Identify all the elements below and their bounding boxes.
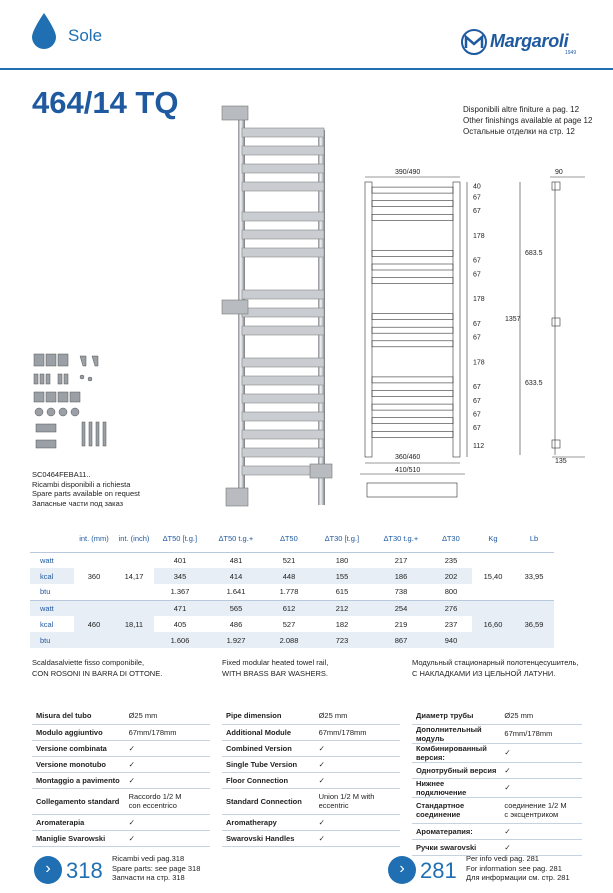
info-note: Per info vedi pag. 281 For information see pag. 281 Для информации см. стр. 281 — [466, 854, 570, 882]
spacing-label: 178 — [473, 232, 485, 240]
feature-value: ✓ — [315, 814, 400, 830]
col-int-mm: int. (mm) — [79, 534, 109, 544]
drawing-bar — [372, 404, 453, 410]
feature-value: 67mm/178mm — [315, 724, 400, 740]
rail-bar — [242, 448, 324, 457]
feature-label: Collegamento standard — [32, 788, 125, 814]
feature-value: ✓ — [500, 743, 582, 762]
feature-row — [32, 740, 210, 756]
dim-depth: 90 — [555, 169, 563, 176]
features-table-it — [32, 708, 210, 847]
feature-label: Pipe dimension — [222, 708, 315, 724]
feature-row — [412, 778, 582, 797]
feature-label: Montaggio a pavimento — [32, 772, 125, 788]
feature-label: Additional Module — [222, 724, 315, 740]
spacing-label: 67 — [473, 271, 481, 279]
category-title: Sole — [68, 26, 103, 45]
brand-year: 1949 — [565, 50, 577, 56]
feature-value: ✓ — [125, 830, 210, 846]
feature-row — [32, 830, 210, 846]
feature-row — [412, 823, 582, 839]
feature-value: ✓ — [125, 814, 210, 830]
dim-width-outer: 410/510 — [395, 467, 421, 474]
feature-row — [32, 708, 210, 724]
feature-value: Ø25 mm — [125, 708, 210, 724]
spacing-label: 67 — [473, 411, 481, 419]
feature-value: ✓ — [125, 756, 210, 772]
feature-row — [222, 814, 400, 830]
dim-height-lower: 633.5 — [525, 380, 543, 387]
accessories-note: SC0464FEBA11.. Ricambi disponibili a richiesta Spare parts available on request Запасные части под заказ — [32, 470, 140, 508]
drawing-bar — [372, 341, 453, 347]
dim-width-top: 390/490 — [395, 169, 421, 176]
description-en: Fixed modular heated towel rail, WITH BRASS BAR WASHERS. — [222, 658, 329, 678]
col-dt50: ∆T50 — [280, 534, 298, 544]
finishes-note: Disponibili altre finiture a pag. 12 Other finishings available at page 12 Остальные отделки на стр. 12 — [463, 105, 593, 136]
spacing-label: 67 — [473, 425, 481, 432]
rail-bar — [242, 128, 324, 137]
feature-value: Ø25 mm — [315, 708, 400, 724]
col-kg: Kg — [488, 534, 498, 544]
feature-value: 67mm/178mm — [125, 724, 210, 740]
feature-value: ✓ — [315, 772, 400, 788]
feature-row — [222, 724, 400, 740]
heat-output-table: int. (mm) int. (inch) ∆T50 [t.g.] ∆T50 t.g.+ ∆T50 ∆T30 [t.g.] ∆T30 t.g.+ ∆T30 Kg Lb watt 360 14,17 401 481 521 180 217 235 15,40 33,95 kcal 345 414 448 155 186 202 btu 1.367 1.641 1.778 615 738 800 watt 460 18,11 471 565 612 212 254 276 16,60 36,59 kcal 405 486 527 182 219 237 btu 1.606 1.927 2.088 723 867 940 — [30, 526, 554, 648]
feature-label: Ароматерапия: — [412, 823, 500, 839]
feature-label: Однотрубный версия — [412, 762, 500, 778]
chevron-right-icon[interactable]: › — [34, 856, 62, 884]
feature-label: Floor Connection — [222, 772, 315, 788]
feature-row — [412, 797, 582, 823]
features-table-en — [222, 708, 400, 847]
rail-bar — [242, 376, 324, 385]
feature-label: Aromaterapia — [32, 814, 125, 830]
feature-row — [32, 788, 210, 814]
drawing-bar — [372, 327, 453, 333]
rail-bar — [242, 182, 324, 191]
feature-value: ✓ — [500, 839, 582, 855]
description-it: Scaldasalviette fisso componibile, CON ROSONI IN BARRA DI OTTONE. — [32, 658, 163, 678]
rail-bar — [242, 146, 324, 155]
drawing-bar — [372, 201, 453, 207]
feature-value: ✓ — [125, 740, 210, 756]
feature-label: Single Tube Version — [222, 756, 315, 772]
info-page[interactable]: 281 — [420, 858, 457, 883]
feature-row — [222, 772, 400, 788]
feature-label: Aromatherapy — [222, 814, 315, 830]
chevron-right-icon[interactable]: › — [388, 856, 416, 884]
drawing-bar — [372, 250, 453, 256]
feature-row — [412, 743, 582, 762]
feature-label: Нижнее подключение — [412, 778, 500, 797]
brand-name: Margaroli — [490, 31, 569, 51]
col-dt30-tg-plus: ∆T30 t.g.+ — [383, 534, 419, 544]
spacing-label: 67 — [473, 334, 481, 342]
spacing-label: 178 — [473, 359, 485, 367]
feature-value: соединение 1/2 M с эксцентриком — [500, 797, 582, 823]
feature-value: ✓ — [315, 830, 400, 846]
feature-value: ✓ — [125, 772, 210, 788]
spare-parts-page[interactable]: 318 — [66, 858, 103, 883]
drawing-bar — [372, 187, 453, 193]
feature-label: Комбинированный версия: — [412, 743, 500, 762]
spacing-label: 67 — [473, 384, 481, 392]
dim-width-bottom: 360/460 — [395, 454, 421, 461]
col-dt30-tg: ∆T30 [t.g.] — [324, 534, 360, 544]
header-divider — [0, 68, 613, 70]
features-table-ru — [412, 708, 582, 856]
feature-label: Maniglie Svarowski — [32, 830, 125, 846]
feature-value: Union 1/2 M with eccentric — [315, 788, 400, 814]
rail-bar — [242, 394, 324, 403]
spacing-label: 40 — [473, 183, 481, 191]
technical-drawing — [355, 165, 590, 510]
description-ru: Модульный стационарный полотенцесушитель, С НАКЛАДКАМИ ИЗ ЦЕЛЬНОЙ ЛАТУНИ. — [412, 658, 579, 678]
feature-row — [32, 814, 210, 830]
feature-label: Диаметр трубы — [412, 708, 500, 724]
dim-height-total: 1357 — [505, 316, 521, 323]
feature-label: Versione combinata — [32, 740, 125, 756]
rail-bar — [242, 290, 324, 299]
feature-label: Misura del tubo — [32, 708, 125, 724]
feature-row — [222, 740, 400, 756]
feature-label: Стандартное соединение — [412, 797, 500, 823]
rail-bars — [242, 128, 324, 475]
towel-rail-photo — [212, 100, 342, 510]
feature-value: ✓ — [500, 823, 582, 839]
dim-foot: 135 — [555, 458, 567, 465]
water-drop-icon — [30, 12, 58, 50]
feature-row — [32, 756, 210, 772]
col-dt50-tg-plus: ∆T50 t.g.+ — [218, 534, 254, 544]
feature-row — [32, 724, 210, 740]
spacing-label: 67 — [473, 321, 481, 328]
feature-value: ✓ — [500, 778, 582, 797]
rail-bar — [242, 358, 324, 367]
spacing-label: 178 — [473, 296, 485, 304]
feature-value: ✓ — [315, 740, 400, 756]
spacing-label: 112 — [473, 443, 485, 451]
model-title: 464/14 TQ — [32, 85, 179, 120]
rail-bar — [242, 326, 324, 335]
feature-label: Ручки swarovski — [412, 839, 500, 855]
drawing-bar — [372, 431, 453, 437]
rail-bar — [242, 430, 324, 439]
feature-row — [222, 708, 400, 724]
spacing-label: 67 — [473, 257, 481, 265]
feature-row — [32, 772, 210, 788]
col-int-inch: int. (inch) — [118, 534, 150, 544]
spacing-label: 67 — [473, 208, 481, 215]
col-dt30: ∆T30 — [442, 534, 460, 544]
spacing-label: 67 — [473, 397, 481, 405]
feature-row — [222, 830, 400, 846]
rail-bar — [242, 308, 324, 317]
rail-bar — [242, 248, 324, 257]
feature-label: Swarovski Handles — [222, 830, 315, 846]
rail-bar — [242, 412, 324, 421]
feature-row — [412, 708, 582, 724]
drawing-bar — [372, 377, 453, 383]
feature-row — [222, 756, 400, 772]
feature-value: 67mm/178mm — [500, 724, 582, 743]
drawing-bar — [372, 278, 453, 284]
feature-value: ✓ — [500, 762, 582, 778]
spare-parts-note: Ricambi vedi pag.318 Spare parts: see page 318 Запчасти на стр. 318 — [112, 854, 201, 882]
spacing-label: 67 — [473, 194, 481, 202]
feature-label: Combined Version — [222, 740, 315, 756]
feature-value: Ø25 mm — [500, 708, 582, 724]
accessories-kit-photo — [32, 352, 112, 462]
drawing-bar — [372, 214, 453, 220]
drawing-bar — [372, 418, 453, 424]
rail-bar — [242, 230, 324, 239]
feature-label: Standard Connection — [222, 788, 315, 814]
feature-row — [412, 762, 582, 778]
feature-row — [412, 724, 582, 743]
col-dt50-tg: ∆T50 [t.g.] — [162, 534, 198, 544]
feature-label: Modulo aggiuntivo — [32, 724, 125, 740]
feature-value: Raccordo 1/2 M con eccentrico — [125, 788, 210, 814]
drawing-bar — [372, 391, 453, 397]
feature-row — [412, 839, 582, 855]
dim-height-upper: 683.5 — [525, 250, 543, 257]
rail-bar — [242, 212, 324, 221]
drawing-bar — [372, 314, 453, 320]
col-lb: Lb — [529, 534, 539, 544]
feature-label: Дополнительный модуль — [412, 724, 500, 743]
rail-bar — [242, 164, 324, 173]
feature-row — [222, 788, 400, 814]
feature-value: ✓ — [315, 756, 400, 772]
feature-label: Versione monotubo — [32, 756, 125, 772]
drawing-bar — [372, 264, 453, 270]
